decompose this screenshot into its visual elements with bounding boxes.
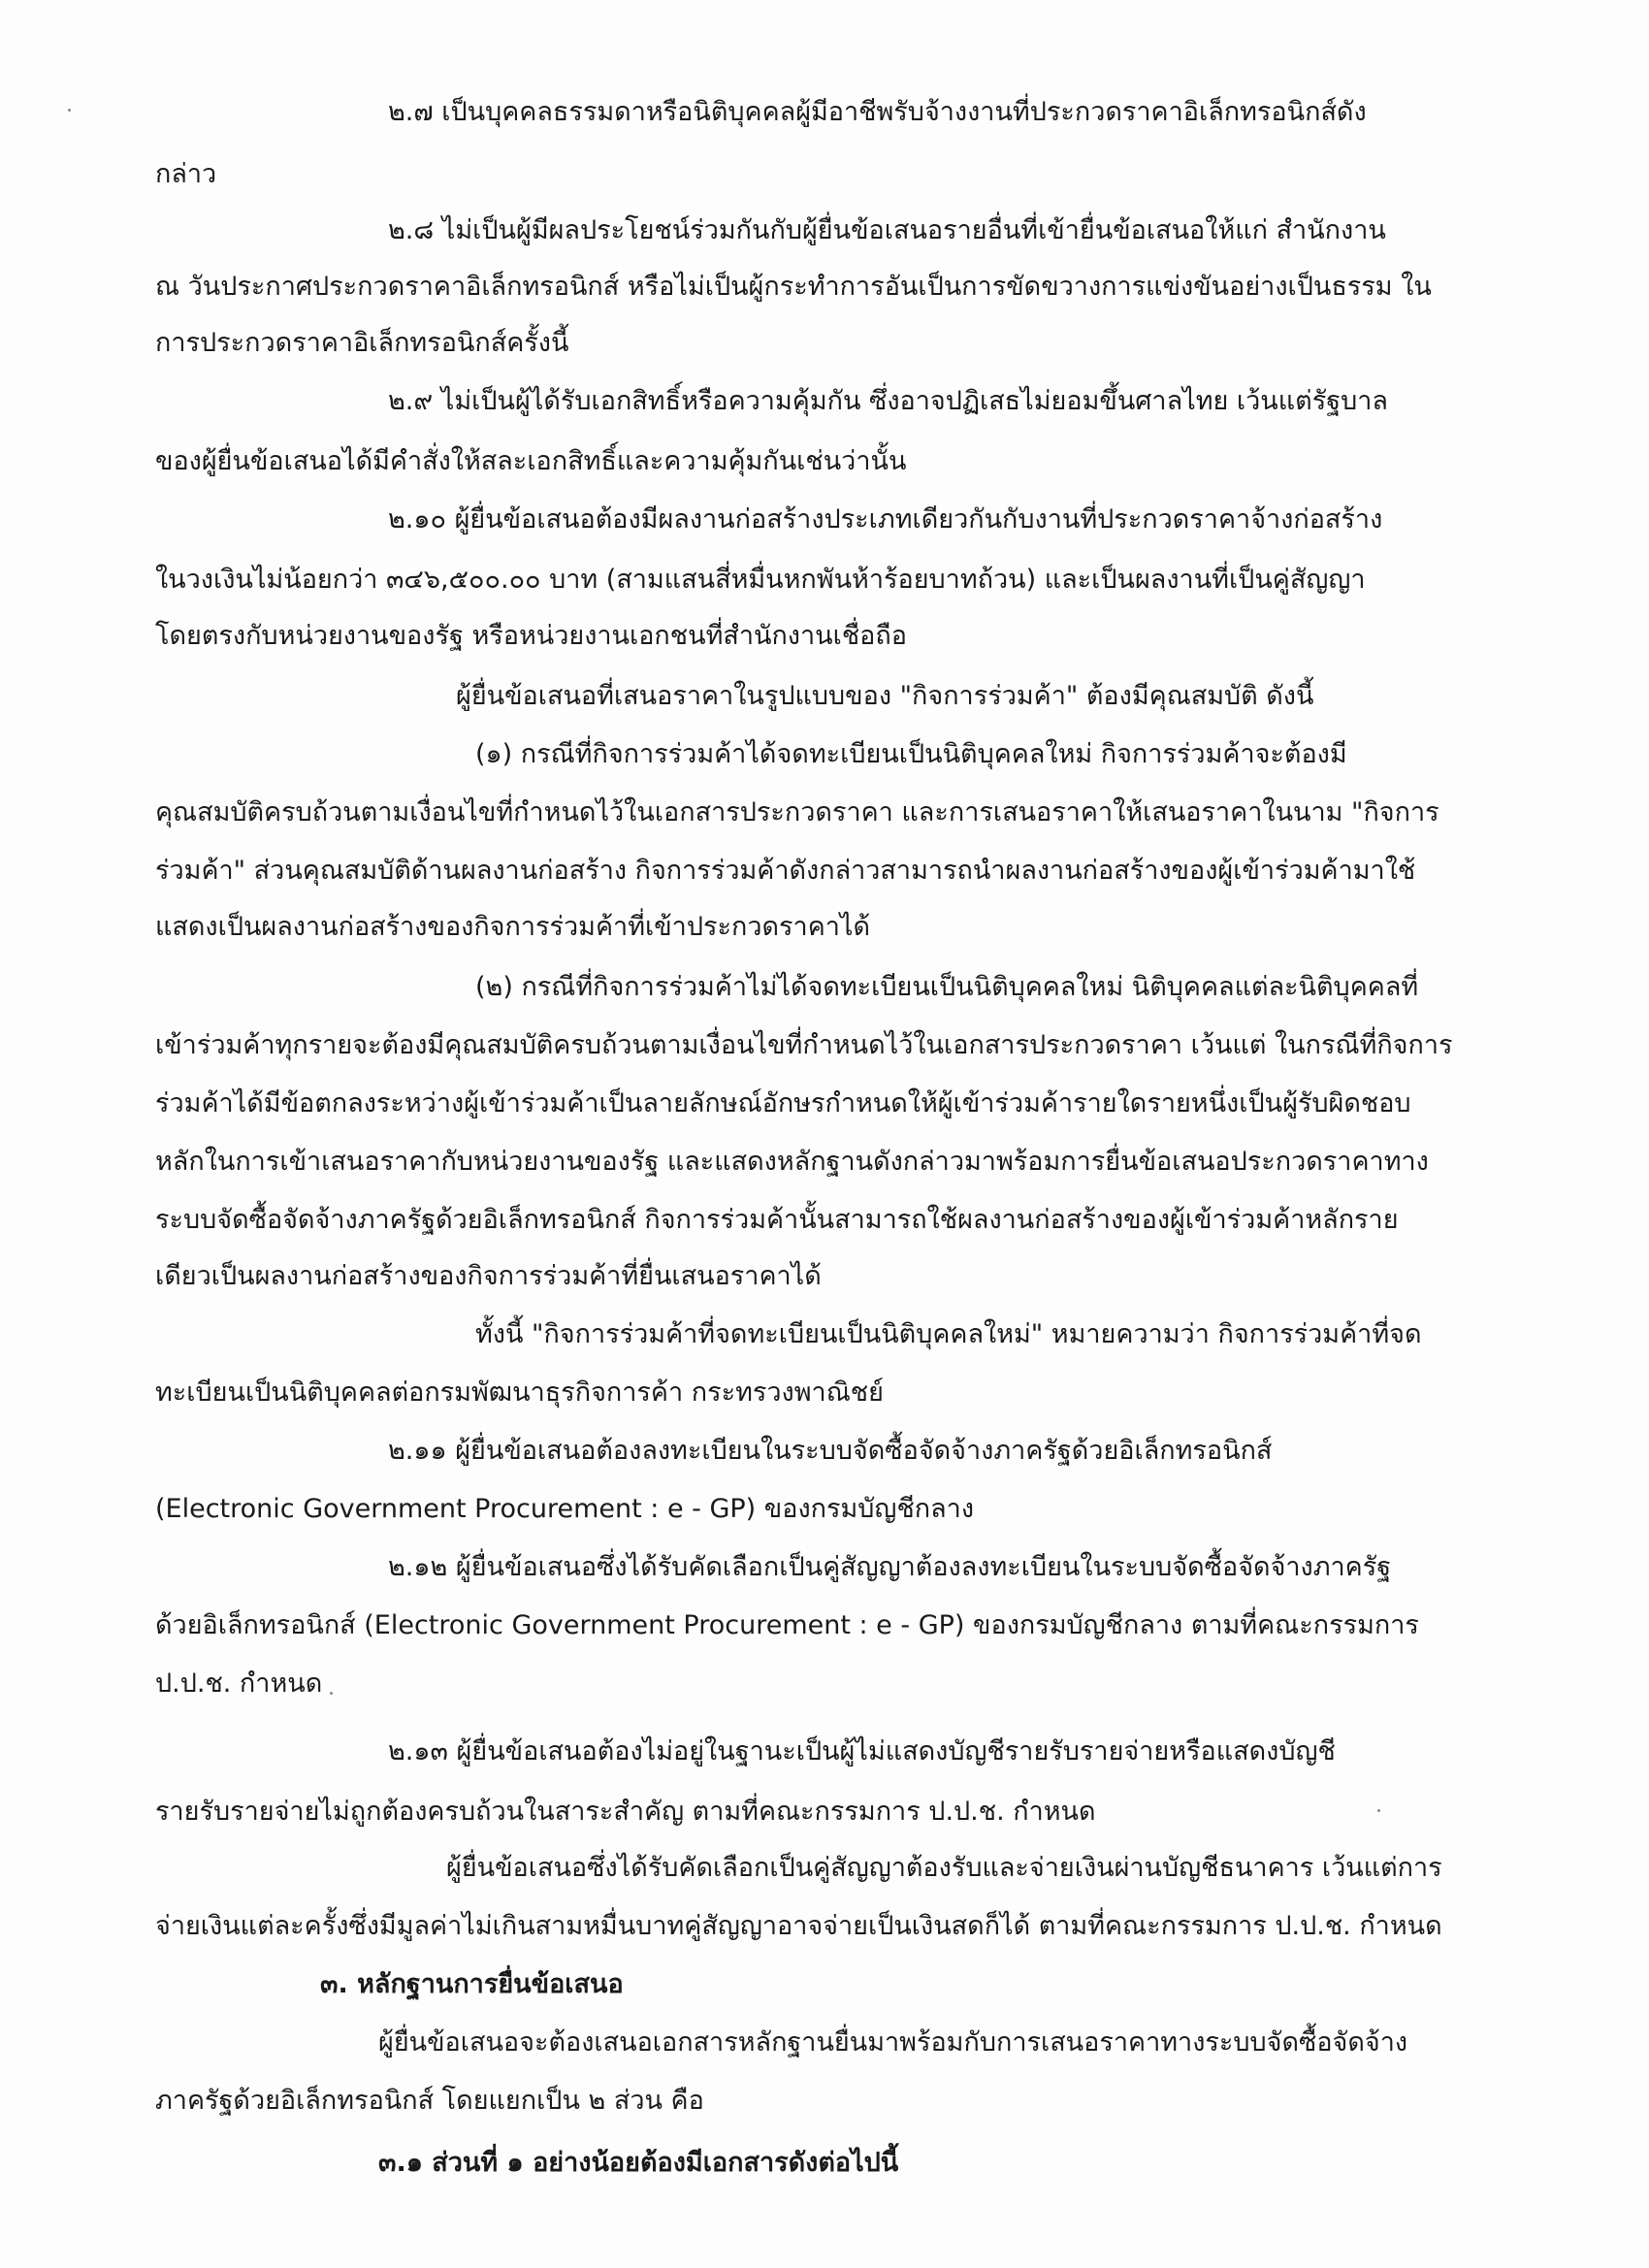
text-line: (๑) กรณีที่กิจการร่วมค้าได้จดทะเบียนเป็นนิติบุคคลใหม่ กิจการร่วมค้าจะต้องมี [475,739,1347,769]
text-line: ป.ป.ช. กำหนด [155,1669,323,1699]
scan-speck [68,109,71,112]
text-line: การประกวดราคาอิเล็กทรอนิกส์ครั้งนี้ [155,328,569,358]
text-line: ผู้ยื่นข้อเสนอจะต้องเสนอเอกสารหลักฐานยื่นมาพร้อมกับการเสนอราคาทางระบบจัดซื้อจัดจ้าง [378,2027,1408,2057]
text-line: เข้าร่วมค้าทุกรายจะต้องมีคุณสมบัติครบถ้วนตามเงื่อนไขที่กำหนดไว้ในเอกสารประกวดราคา เว้นแต่ ในกรณีที่กิจการ [155,1030,1453,1060]
text-line: ๒.๙ ไม่เป็นผู้ได้รับเอกสิทธิ์หรือความคุ้มกัน ซึ่งอาจปฏิเสธไม่ยอมขึ้นศาลไทย เว้นแต่รัฐบาล [388,386,1388,416]
text-line: ๒.๗ เป็นบุคคลธรรมดาหรือนิติบุคคลผู้มีอาชีพรับจ้างงานที่ประกวดราคาอิเล็กทรอนิกส์ดัง [388,97,1367,127]
text-line: ๒.๑๐ ผู้ยื่นข้อเสนอต้องมีผลงานก่อสร้างประเภทเดียวกันกับงานที่ประกวดราคาจ้างก่อสร้าง [388,504,1383,535]
text-line: ในวงเงินไม่น้อยกว่า ๓๔๖,๕๐๐.๐๐ บาท (สามแสนสี่หมื่นหกพันห้าร้อยบาทถ้วน) และเป็นผลงานที่เป็นคู่สัญญา [155,565,1366,595]
text-line: รายรับรายจ่ายไม่ถูกต้องครบถ้วนในสาระสำคัญ ตามที่คณะกรรมการ ป.ป.ช. กำหนด [155,1797,1096,1827]
text-line: ผู้ยื่นข้อเสนอที่เสนอราคาในรูปแบบของ "กิจการร่วมค้า" ต้องมีคุณสมบัติ ดังนี้ [456,681,1314,711]
text-line: ด้วยอิเล็กทรอนิกส์ (Electronic Government Procurement : e - GP) ของกรมบัญชีกลาง ตามที่คณะกรรมการ [155,1610,1419,1640]
text-line: แสดงเป็นผลงานก่อสร้างของกิจการร่วมค้าที่เข้าประกวดราคาได้ [155,912,871,942]
text-line: ณ วันประกาศประกวดราคาอิเล็กทรอนิกส์ หรือไม่เป็นผู้กระทำการอันเป็นการขัดขวางการแข่งขันอย่างเป็นธรรม ใน [155,272,1432,302]
text-line: (Electronic Government Procurement : e - GP) ของกรมบัญชีกลาง [155,1494,975,1524]
text-line: ๒.๑๑ ผู้ยื่นข้อเสนอต้องลงทะเบียนในระบบจัดซื้อจัดจ้างภาครัฐด้วยอิเล็กทรอนิกส์ [388,1436,1273,1466]
text-line: เดียวเป็นผลงานก่อสร้างของกิจการร่วมค้าที่ยื่นเสนอราคาได้ [155,1261,822,1291]
text-line: โดยตรงกับหน่วยงานของรัฐ หรือหน่วยงานเอกชนที่สำนักงานเชื่อถือ [155,621,907,651]
text-line: ของผู้ยื่นข้อเสนอได้มีคำสั่งให้สละเอกสิทธิ์และความคุ้มกันเช่นว่านั้น [155,446,907,476]
text-line: ทั้งนี้ "กิจการร่วมค้าที่จดทะเบียนเป็นนิติบุคคลใหม่" หมายความว่า กิจการร่วมค้าที่จด [475,1319,1422,1349]
text-line: ร่วมค้า" ส่วนคุณสมบัติด้านผลงานก่อสร้าง กิจการร่วมค้าดังกล่าวสามารถนำผลงานก่อสร้างของผู้เข้าร่วมค้ามาใช้ [155,856,1416,886]
text-line: ๒.๑๓ ผู้ยื่นข้อเสนอต้องไม่อยู่ในฐานะเป็นผู้ไม่แสดงบัญชีรายรับรายจ่ายหรือแสดงบัญชี [388,1736,1336,1766]
text-line: ทะเบียนเป็นนิติบุคคลต่อกรมพัฒนาธุรกิจการค้า กระทรวงพาณิชย์ [155,1377,884,1408]
subsection-heading: ๓.๑ ส่วนที่ ๑ อย่างน้อยต้องมีเอกสารดังต่อไปนี้ [378,2148,899,2178]
text-line: ภาครัฐด้วยอิเล็กทรอนิกส์ โดยแยกเป็น ๒ ส่วน คือ [155,2086,704,2116]
text-line: ผู้ยื่นข้อเสนอซึ่งได้รับคัดเลือกเป็นคู่สัญญาต้องรับและจ่ายเงินผ่านบัญชีธนาคาร เว้นแต่การ [446,1853,1442,1883]
text-line: ๒.๘ ไม่เป็นผู้มีผลประโยชน์ร่วมกันกับผู้ยื่นข้อเสนอรายอื่นที่เข้ายื่นข้อเสนอให้แก่ สำนักงาน [388,215,1386,245]
section-heading: ๓. หลักฐานการยื่นข้อเสนอ [320,1969,624,1999]
text-line: กล่าว [155,159,217,189]
text-line: จ่ายเงินแต่ละครั้งซึ่งมีมูลค่าไม่เกินสามหมื่นบาทคู่สัญญาอาจจ่ายเป็นเงินสดก็ได้ ตามที่คณะกรรมการ ป.ป.ช. กำหนด [155,1911,1442,1941]
text-line: (๒) กรณีที่กิจการร่วมค้าไม่ได้จดทะเบียนเป็นนิติบุคคลใหม่ นิติบุคคลแต่ละนิติบุคคลที่ [475,972,1419,1002]
scan-speck [1377,1809,1380,1812]
text-line: ร่วมค้าได้มีข้อตกลงระหว่างผู้เข้าร่วมค้าเป็นลายลักษณ์อักษรกำหนดให้ผู้เข้าร่วมค้ารายใดรายหนึ่งเป็นผู้รับผิดชอบ [155,1088,1411,1118]
text-line: คุณสมบัติครบถ้วนตามเงื่อนไขที่กำหนดไว้ในเอกสารประกวดราคา และการเสนอราคาให้เสนอราคาในนาม "กิจการ [155,797,1439,827]
scan-speck [330,1692,333,1695]
text-line: ระบบจัดซื้อจัดจ้างภาครัฐด้วยอิเล็กทรอนิกส์ กิจการร่วมค้านั้นสามารถใช้ผลงานก่อสร้างของผู้เข้าร่วมค้าหลักราย [155,1205,1399,1235]
text-line: หลักในการเข้าเสนอราคากับหน่วยงานของรัฐ และแสดงหลักฐานดังกล่าวมาพร้อมการยื่นข้อเสนอประกวดราคาทาง [155,1147,1429,1177]
text-line: ๒.๑๒ ผู้ยื่นข้อเสนอซึ่งได้รับคัดเลือกเป็นคู่สัญญาต้องลงทะเบียนในระบบจัดซื้อจัดจ้างภาครัฐ [388,1552,1392,1582]
